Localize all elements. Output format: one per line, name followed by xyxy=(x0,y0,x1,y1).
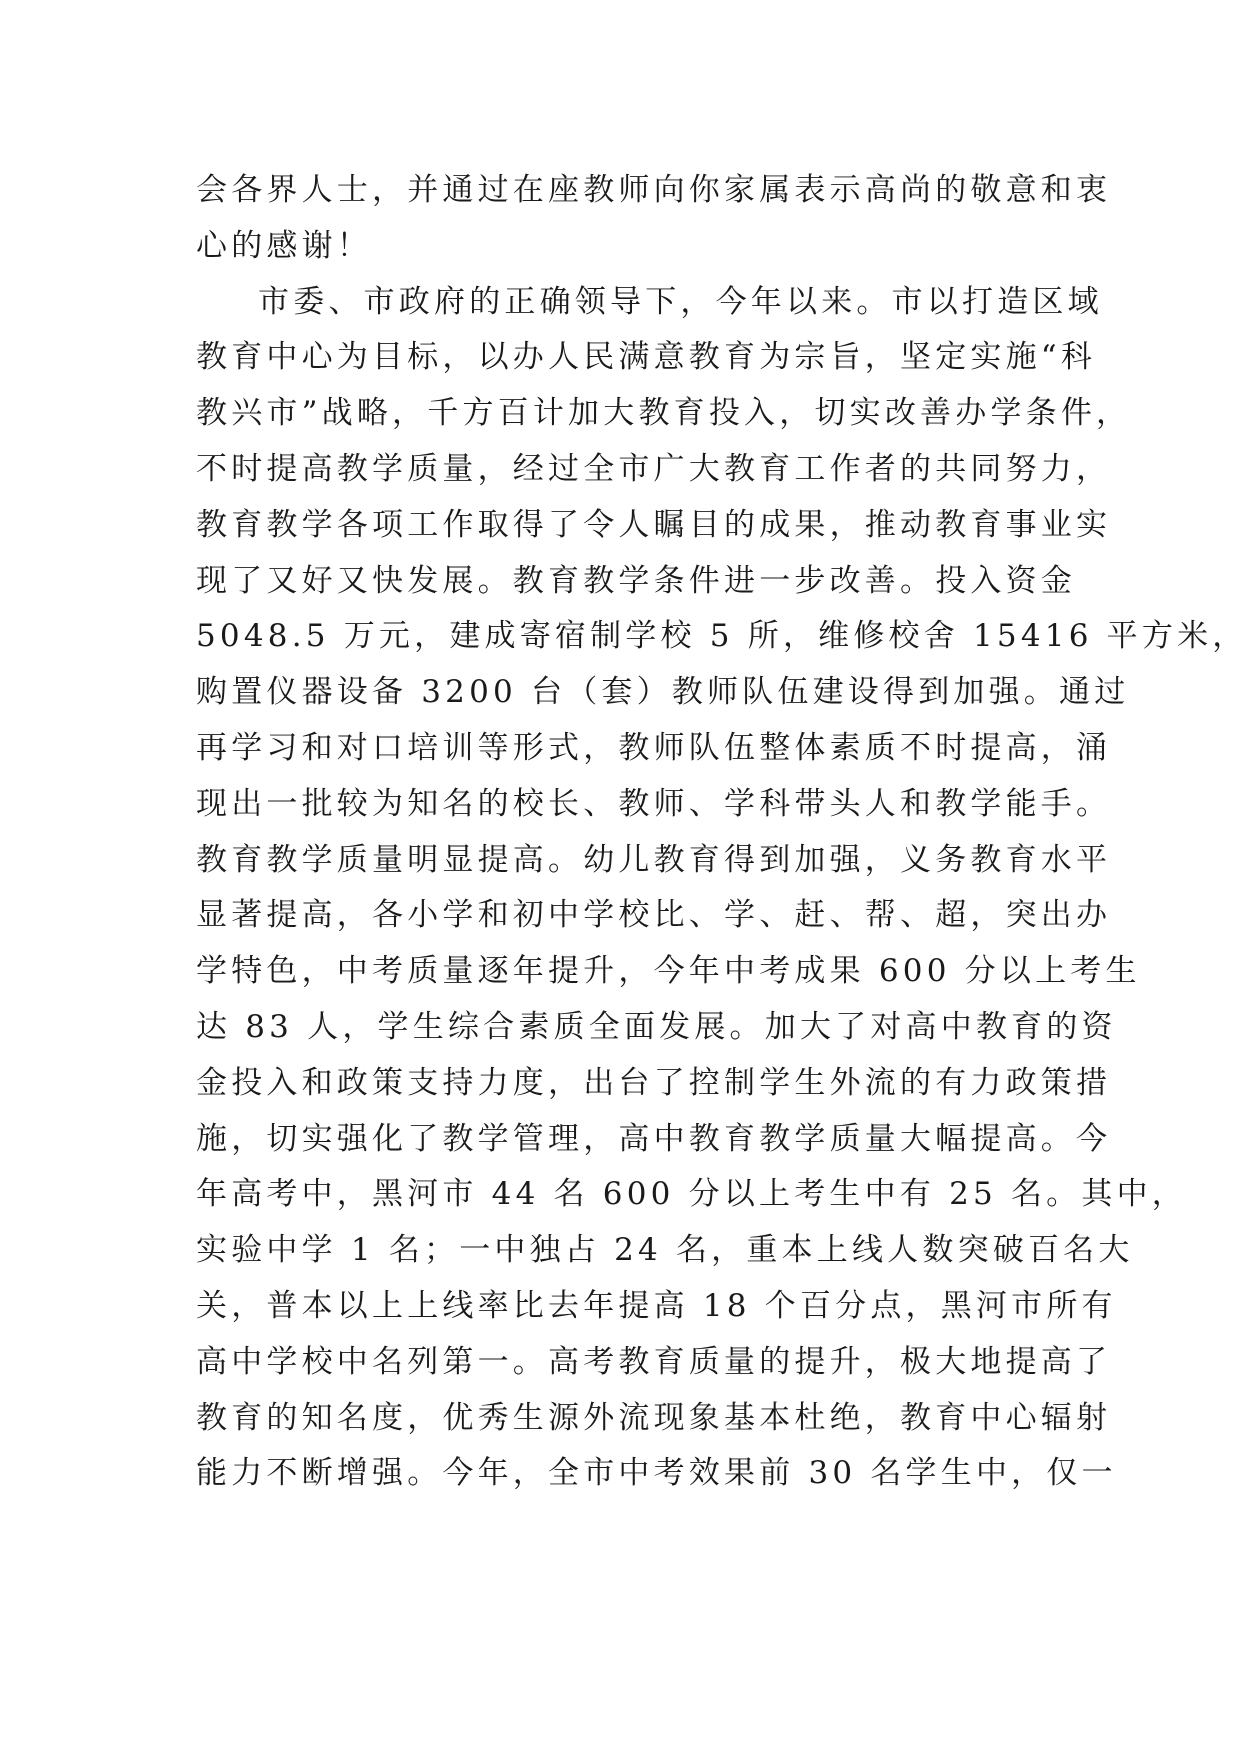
text-line: 关，普本以上上线率比去年提高 18 个百分点，黑河市所有 xyxy=(196,1287,1117,1324)
paragraph-first-line: 市委、市政府的正确领导下，今年以来。市以打造区域 xyxy=(258,283,1103,320)
text-line: 学特色，中考质量逐年提升，今年中考成果 600 分以上考生 xyxy=(196,953,1141,990)
text-line: 会各界人士，并通过在座教师向你家属表示高尚的敬意和衷 xyxy=(196,172,1112,208)
text-line: 不时提高教学质量，经过全市广大教育工作者的共同努力， xyxy=(196,450,1112,487)
text-line: 心的感谢！ xyxy=(196,227,372,264)
text-line: 教育的知名度，优秀生源外流现象基本杜绝，教育中心辐射 xyxy=(196,1399,1112,1436)
text-line: 教育教学各项工作取得了令人瞩目的成果，推动教育事业实 xyxy=(196,506,1112,543)
text-line: 教育教学质量明显提高。幼儿教育得到加强，义务教育水平 xyxy=(196,841,1112,878)
text-line: 现了又好又快发展。教育教学条件进一步改善。投入资金 xyxy=(196,562,1076,599)
text-line: 达 83 人，学生综合素质全面发展。加大了对高中教育的资 xyxy=(196,1008,1117,1045)
text-line: 年高考中，黑河市 44 名 600 分以上考生中有 25 名。其中， xyxy=(196,1176,1187,1213)
body-text xyxy=(196,163,1247,1502)
text-line: 5048.5 万元，建成寄宿制学校 5 所，维修校舍 15416 平方米， xyxy=(196,618,1247,655)
text-line: 金投入和政策支持力度，出台了控制学生外流的有力政策措 xyxy=(196,1064,1112,1101)
text-line: 购置仪器设备 3200 台（套）教师队伍建设得到加强。通过 xyxy=(196,674,1130,711)
text-line: 能力不断增强。今年，全市中考效果前 30 名学生中，仅一 xyxy=(196,1455,1117,1492)
text-line: 再学习和对口培训等形式，教师队伍整体素质不时提高，涌 xyxy=(196,729,1112,766)
text-line: 现出一批较为知名的校长、教师、学科带头人和教学能手。 xyxy=(196,785,1112,822)
text-line: 显著提高，各小学和初中学校比、学、赶、帮、超，突出办 xyxy=(196,897,1112,934)
text-line: 施，切实强化了教学管理，高中教育教学质量大幅提高。今 xyxy=(196,1120,1112,1157)
text-line: 教育中心为目标，以办人民满意教育为宗旨，坚定实施“科 xyxy=(196,339,1097,376)
text-line: 教兴市”战略，千方百计加大教育投入，切实改善办学条件， xyxy=(196,395,1132,432)
text-line: 高中学校中名列第一。高考教育质量的提升，极大地提高了 xyxy=(196,1343,1112,1380)
text-line: 实验中学 1 名；一中独占 24 名，重本上线人数突破百名大 xyxy=(196,1232,1134,1269)
